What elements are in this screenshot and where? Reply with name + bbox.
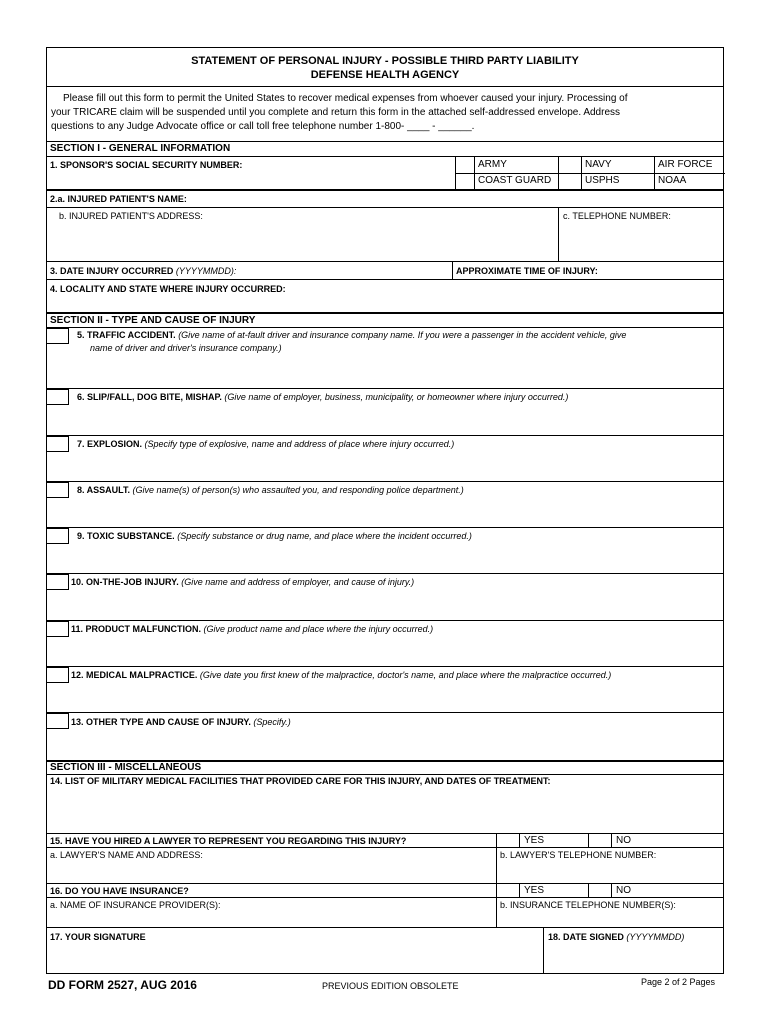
product-malfunction-label: 11. PRODUCT MALFUNCTION. (Give product name and place where the injury occurred.) — [71, 624, 434, 634]
insurance-question: 16. DO YOU HAVE INSURANCE? — [50, 886, 189, 896]
phone-label: c. TELEPHONE NUMBER: — [563, 211, 671, 221]
lawyer-phone-field[interactable] — [499, 862, 721, 883]
traffic-accident-field[interactable] — [72, 356, 722, 388]
injury-type-row — [47, 388, 723, 435]
form-frame — [46, 47, 724, 974]
navy-checkbox[interactable] — [558, 157, 581, 173]
injury-type-row — [47, 666, 723, 712]
lawyer-no-checkbox[interactable] — [588, 834, 611, 848]
medical-malpractice-field[interactable] — [72, 683, 722, 712]
assault-label: 8. ASSAULT. (Give name(s) of person(s) who assaulted you, and responding police department.) — [77, 485, 464, 495]
coast-guard-label: COAST GUARD — [478, 175, 552, 186]
insurance-question-row — [47, 883, 723, 897]
lawyer-no-label: NO — [616, 835, 631, 846]
on-the-job-checkbox[interactable] — [47, 574, 69, 590]
ssn-row — [47, 156, 723, 189]
on-the-job-field[interactable] — [72, 590, 722, 620]
usphs-label: USPHS — [585, 175, 620, 186]
other-type-label: 13. OTHER TYPE AND CAUSE OF INJURY. (Specify.) — [71, 717, 291, 727]
agency-title: DEFENSE HEALTH AGENCY — [310, 69, 460, 81]
traffic-accident-hint: name of driver and driver's insurance company.) — [90, 343, 282, 353]
lawyer-question: 15. HAVE YOU HIRED A LAWYER TO REPRESENT YOU REGARDING THIS INJURY? — [50, 836, 407, 846]
explosion-label: 7. EXPLOSION. (Specify type of explosive, name and address of place where injury occurred.) — [77, 439, 455, 449]
lawyer-phone-label: b. LAWYER'S TELEPHONE NUMBER: — [500, 850, 657, 860]
army-checkbox[interactable] — [455, 157, 474, 173]
lawyer-details-row — [47, 847, 723, 883]
medical-malpractice-label: 12. MEDICAL MALPRACTICE. (Give date you first knew of the malpractice, doctor's name, and place where the malpractice occurred.) — [71, 670, 612, 680]
injury-type-row — [47, 712, 723, 760]
intro-line: your TRICARE claim will be suspended until you complete and return this form in the attached self-addressed envelope. Address — [51, 107, 621, 118]
date-label: 3. DATE INJURY OCCURRED (YYYYMMDD): — [50, 266, 237, 276]
slip-fall-field[interactable] — [72, 405, 722, 435]
time-field[interactable] — [622, 262, 722, 279]
other-type-checkbox[interactable] — [47, 713, 69, 729]
intro-block — [47, 86, 723, 141]
form-id: DD FORM 2527, AUG 2016 — [48, 978, 197, 992]
assault-field[interactable] — [72, 498, 722, 527]
date-injury-field[interactable] — [277, 262, 447, 279]
signature-label: 17. YOUR SIGNATURE — [50, 932, 146, 942]
insurance-no-label: NO — [616, 885, 631, 896]
facilities-label: 14. LIST OF MILITARY MEDICAL FACILITIES THAT PROVIDED CARE FOR THIS INJURY, AND DATES OF TREATMENT: — [50, 776, 551, 786]
medical-malpractice-checkbox[interactable] — [47, 667, 69, 683]
insurance-phone-field[interactable] — [499, 912, 721, 927]
intro-line: Please fill out this form to permit the United States to recover medical expenses from whoever caused your injury. Processing of — [63, 93, 628, 104]
obsolete-notice: PREVIOUS EDITION OBSOLETE — [322, 981, 459, 991]
toxic-substance-field[interactable] — [72, 544, 722, 573]
section2-header — [47, 312, 723, 327]
locality-label: 4. LOCALITY AND STATE WHERE INJURY OCCURRED: — [50, 284, 286, 294]
date-signed-label: 18. DATE SIGNED (YYYYMMDD) — [548, 932, 685, 942]
injury-type-row — [47, 620, 723, 666]
toxic-substance-checkbox[interactable] — [47, 528, 69, 544]
injury-type-row — [47, 573, 723, 620]
lawyer-yes-checkbox[interactable] — [496, 834, 519, 848]
locality-row — [47, 279, 723, 312]
navy-label: NAVY — [585, 159, 612, 170]
signature-field[interactable] — [50, 944, 538, 973]
slip-fall-checkbox[interactable] — [47, 389, 69, 405]
patient-address-row — [47, 207, 723, 261]
patient-name-field[interactable] — [197, 191, 717, 208]
lawyer-question-row — [47, 833, 723, 847]
coast-guard-checkbox[interactable] — [455, 173, 474, 190]
page-number: Page 2 of 2 Pages — [641, 977, 716, 987]
injury-type-row — [47, 435, 723, 481]
section3-title: SECTION III - MISCELLANEOUS — [50, 762, 202, 773]
insurance-phone-label: b. INSURANCE TELEPHONE NUMBER(S): — [500, 900, 676, 910]
date-signed-field[interactable] — [546, 944, 721, 973]
injury-type-row — [47, 327, 723, 388]
other-type-field[interactable] — [72, 730, 722, 760]
patient-name-row — [47, 189, 723, 207]
lawyer-name-label: a. LAWYER'S NAME AND ADDRESS: — [50, 850, 203, 860]
explosion-field[interactable] — [72, 452, 722, 481]
locality-field[interactable] — [50, 296, 720, 312]
insurance-no-checkbox[interactable] — [588, 884, 611, 898]
section1-header — [47, 141, 723, 156]
facilities-row — [47, 774, 723, 833]
toxic-substance-label: 9. TOXIC SUBSTANCE. (Specify substance or drug name, and place where the incident occurred.) — [77, 531, 472, 541]
air-force-label: AIR FORCE — [658, 159, 713, 170]
insurance-name-label: a. NAME OF INSURANCE PROVIDER(S): — [50, 900, 221, 910]
insurance-yes-label: YES — [524, 885, 545, 896]
insurance-yes-checkbox[interactable] — [496, 884, 519, 898]
section1-title: SECTION I - GENERAL INFORMATION — [50, 143, 231, 154]
insurance-details-row — [47, 897, 723, 927]
injury-type-row — [47, 481, 723, 527]
injury-type-row — [47, 527, 723, 573]
intro-line: questions to any Judge Advocate office or call toll free telephone number 1-800- ____ - ______. — [51, 121, 475, 132]
noaa-label: NOAA — [658, 175, 687, 186]
facilities-field[interactable] — [50, 789, 720, 833]
patient-address-field[interactable] — [50, 223, 555, 261]
form-title: STATEMENT OF PERSONAL INJURY - POSSIBLE THIRD PARTY LIABILITY — [191, 55, 579, 67]
section2-title: SECTION II - TYPE AND CAUSE OF INJURY — [50, 315, 256, 326]
ssn-field[interactable] — [50, 171, 450, 189]
patient-name-label: 2.a. INJURED PATIENT'S NAME: — [50, 194, 187, 204]
explosion-checkbox[interactable] — [47, 436, 69, 452]
product-malfunction-field[interactable] — [72, 637, 722, 666]
usphs-checkbox[interactable] — [558, 173, 581, 190]
traffic-accident-checkbox[interactable] — [47, 328, 69, 344]
phone-field[interactable] — [561, 223, 721, 261]
signature-row — [47, 927, 723, 973]
section3-header — [47, 760, 723, 774]
product-malfunction-checkbox[interactable] — [47, 621, 69, 637]
slip-fall-label: 6. SLIP/FALL, DOG BITE, MISHAP. (Give name of employer, business, municipality, or homeowner where injury occurred.) — [77, 392, 569, 402]
army-label: ARMY — [478, 159, 507, 170]
traffic-accident-label: 5. TRAFFIC ACCIDENT. (Give name of at-fault driver and insurance company name. If you were a passenger in the accident vehicle, give — [77, 330, 627, 340]
insurance-name-field[interactable] — [50, 912, 490, 927]
ssn-label: 1. SPONSOR'S SOCIAL SECURITY NUMBER: — [50, 160, 243, 170]
date-time-row — [47, 261, 723, 279]
time-label: APPROXIMATE TIME OF INJURY: — [456, 266, 598, 276]
on-the-job-label: 10. ON-THE-JOB INJURY. (Give name and address of employer, and cause of injury.) — [71, 577, 415, 587]
patient-address-label: b. INJURED PATIENT'S ADDRESS: — [59, 211, 203, 221]
assault-checkbox[interactable] — [47, 482, 69, 498]
lawyer-name-field[interactable] — [50, 862, 490, 883]
lawyer-yes-label: YES — [524, 835, 545, 846]
